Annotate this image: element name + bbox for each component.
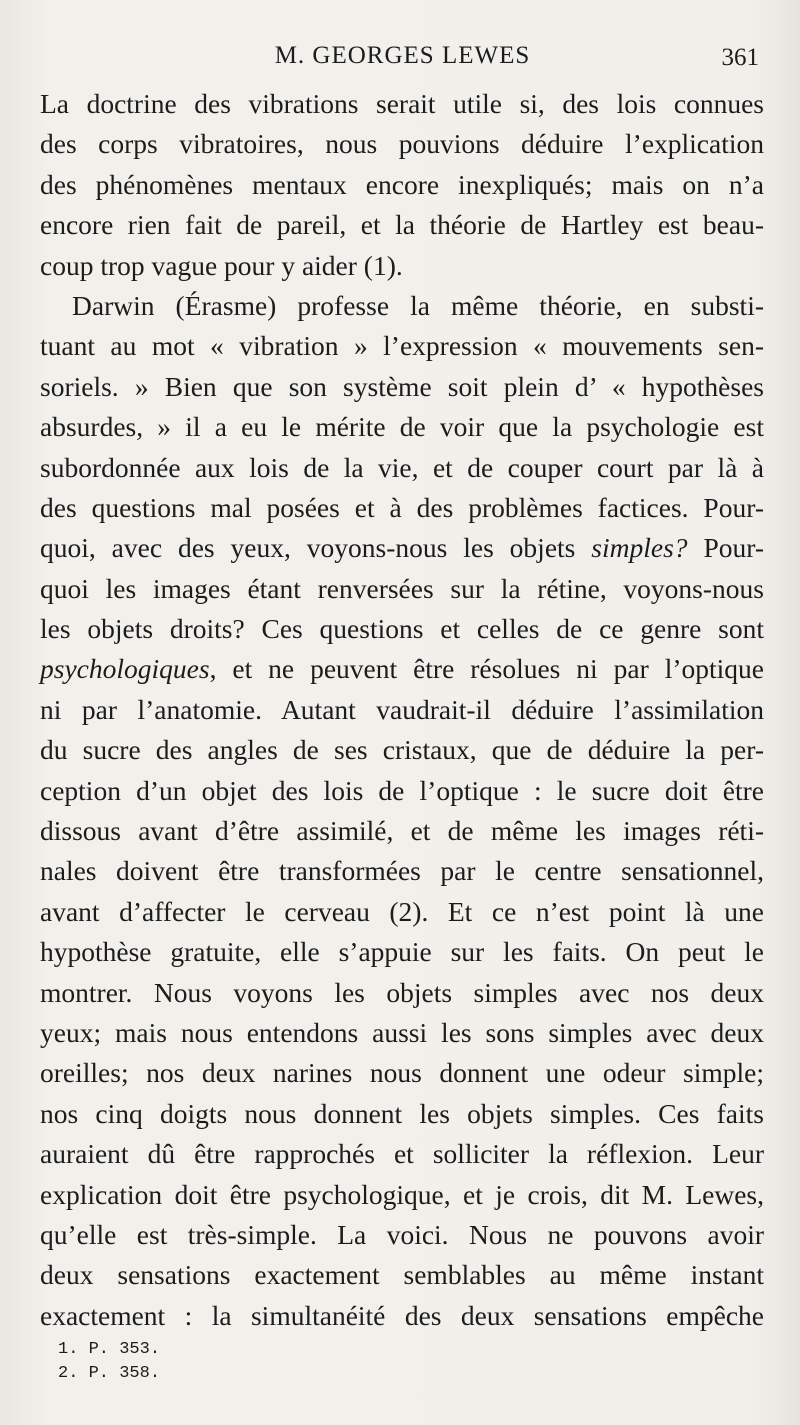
footnotes: [58, 1338, 160, 1386]
text-line: montrer. Nous voyons les objets simples avec nos deux: [40, 976, 764, 1008]
line-segment: , et ne peuvent être résolues ni par l’optique: [209, 653, 764, 685]
page-number: 361: [721, 44, 759, 71]
text-line: soriels. » Bien que son système soit plein d’ « hypothèses: [40, 370, 764, 402]
text-line: nales doivent être transformées par le centre sensationnel,: [40, 855, 764, 887]
italic-word: simples?: [591, 532, 688, 564]
text-line: du sucre des angles de ses cristaux, que de déduire la per-: [40, 734, 764, 766]
footnote-1: 1. P. 353.: [58, 1340, 161, 1359]
text-line: La doctrine des vibrations serait utile si, des lois connues: [40, 88, 764, 119]
text-line: yeux; mais nous entendons aussi les sons simples avec deux: [40, 1016, 764, 1048]
text-line: ception d’un objet des lois de l’optique : le sucre doit être: [40, 774, 764, 806]
text-line: coup trop vague pour y aider (1).: [40, 249, 403, 281]
text-line: absurdes, » il a eu le mérite de voir que la psychologie est: [40, 411, 764, 443]
page-header: [40, 40, 765, 76]
text-line: explication doit être psychologique, et je crois, dit M. Lewes,: [40, 1178, 764, 1210]
text-line: oreilles; nos deux narines nous donnent une odeur simple;: [40, 1057, 764, 1089]
text-line: des phénomènes mentaux encore inexpliqués; mais on n’a: [40, 168, 764, 200]
text-line: nos cinq doigts nous donnent les objets simples. Ces faits: [40, 1097, 764, 1129]
text-line: deux sensations exactement semblables au même instant: [40, 1259, 764, 1291]
text-line: Darwin (Érasme) professe la même théorie, en substi-: [72, 289, 764, 321]
text-line: avant d’affecter le cerveau (2). Et ce n’est point là une: [40, 895, 764, 927]
text-line: les objets droits? Ces questions et celles de ce genre sont: [40, 613, 764, 645]
line-segment: Pour-: [687, 532, 764, 564]
text-line: dissous avant d’être assimilé, et de même les images réti-: [40, 815, 764, 847]
text-line: [40, 528, 764, 568]
text-line: exactement : la simultanéité des deux sensations empêche: [40, 1299, 764, 1331]
text-line: des questions mal posées et à des problèmes factices. Pour-: [40, 491, 764, 523]
footnote-2: 2. P. 358.: [58, 1364, 161, 1383]
text-line: qu’elle est très-simple. La voici. Nous ne pouvons avoir: [40, 1218, 764, 1250]
text-line: tuant au mot « vibration » l’expression « mouvements sen-: [40, 330, 764, 362]
running-title: M. GEORGES LEWES: [274, 42, 531, 69]
text-line: [40, 649, 764, 689]
line-segment: quoi, avec des yeux, voyons-nous les objets: [40, 532, 592, 564]
text-line: subordonnée aux lois de la vie, et de couper court par là à: [40, 451, 764, 483]
text-line: ni par l’anatomie. Autant vaudrait-il déduire l’assimilation: [40, 693, 764, 725]
text-line: auraient dû être rapprochés et solliciter la réflexion. Leur: [40, 1138, 764, 1170]
text-line: des corps vibratoires, nous pouvions déduire l’explication: [40, 128, 764, 160]
text-line: hypothèse gratuite, elle s’appuie sur les faits. On peut le: [40, 936, 764, 968]
text-line: encore rien fait de pareil, et la théorie de Hartley est beau-: [40, 209, 764, 241]
italic-word: psychologiques: [40, 653, 210, 685]
text-line: quoi les images étant renversées sur la rétine, voyons-nous: [40, 572, 764, 604]
body-text: [40, 84, 764, 1336]
